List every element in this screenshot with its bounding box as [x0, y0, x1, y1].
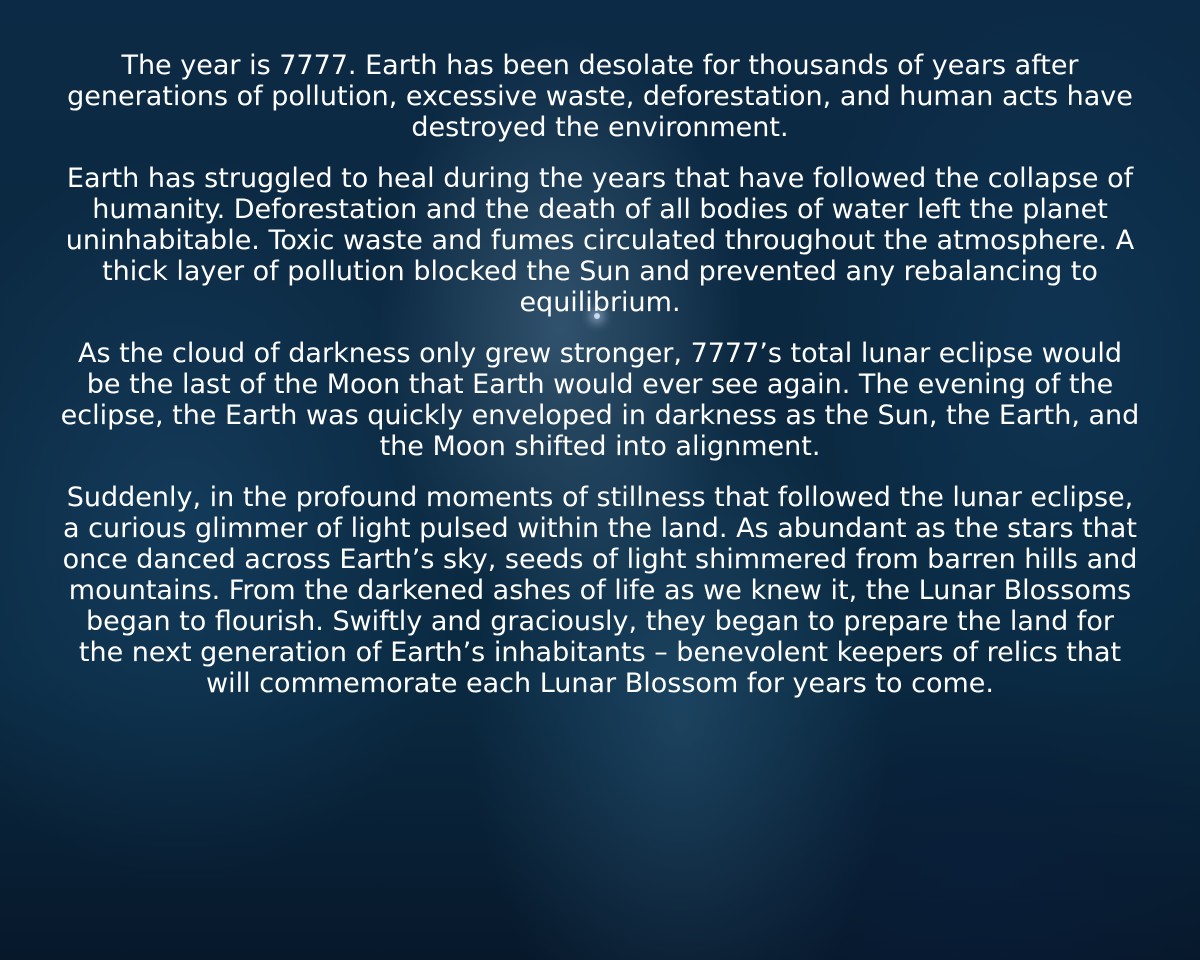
paragraph-lunar-blossoms: Suddenly, in the profound moments of stillness that followed the lunar eclipse, a curious glimmer of light pulsed within the land. As abundant as the stars that once danced across Earth’s sky, seeds of light shimmered from barren hills and mountains. From the darkened ashes of life as we knew it, the Lunar Blossoms began to flourish. Swiftly and graciously, they began to prepare the land for the next generation of Earth’s inhabitants – benevolent keepers of relics that will commemorate each Lunar Blossom for years to come. — [62, 482, 1138, 699]
paragraph-eclipse: As the cloud of darkness only grew stronger, 7777’s total lunar eclipse would be the last of the Moon that Earth would ever see again. The evening of the eclipse, the Earth was quickly enveloped in darkness as the Sun, the Earth, and the Moon shifted into alignment. — [60, 338, 1140, 462]
paragraph-intro: The year is 7777. Earth has been desolate for thousands of years after generations of pollution, excessive waste, deforestation, and human acts have destroyed the environment. — [67, 50, 1133, 143]
paragraph-collapse: Earth has struggled to heal during the years that have followed the collapse of humanity. Deforestation and the death of all bodies of water left the planet uninhabitable. Toxic waste and fumes circulated throughout the atmosphere. A thick layer of pollution blocked the Sun and prevented any rebalancing to equilibrium. — [65, 163, 1135, 318]
story-text — [60, 50, 1140, 719]
